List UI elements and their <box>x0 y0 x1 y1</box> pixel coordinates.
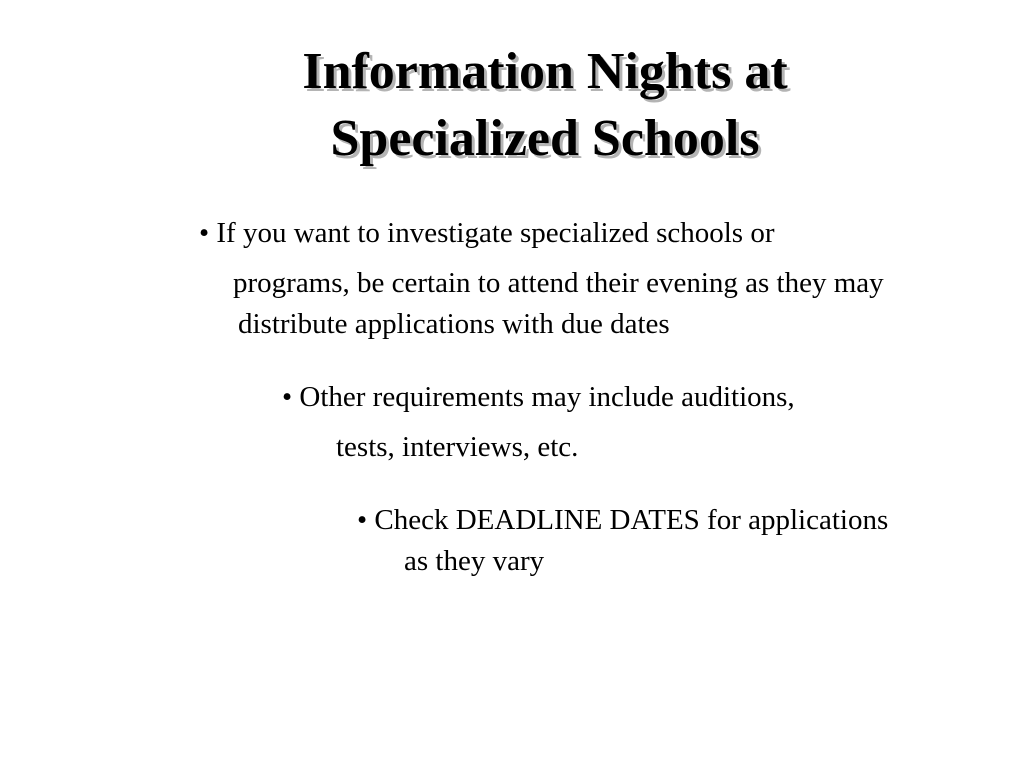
bullet-2-line-2: tests, interviews, etc. <box>336 431 579 463</box>
slide-title <box>0 38 1024 172</box>
bullet-2-line-1: • Other requirements may include auditions, <box>282 381 795 413</box>
bullet-3-line-2: as they vary <box>404 545 545 577</box>
title-line-2: Specialized Schools <box>330 110 760 167</box>
bullet-1-line-3: distribute applications with due dates <box>238 308 670 340</box>
bullet-3-line-1: • Check DEADLINE DATES for applications <box>357 504 889 536</box>
title-line-1: Information Nights at <box>302 43 788 100</box>
bullet-1-line-2: programs, be certain to attend their evening as they may <box>233 267 884 299</box>
bullet-1-line-1: • If you want to investigate specialized schools or <box>199 217 775 249</box>
